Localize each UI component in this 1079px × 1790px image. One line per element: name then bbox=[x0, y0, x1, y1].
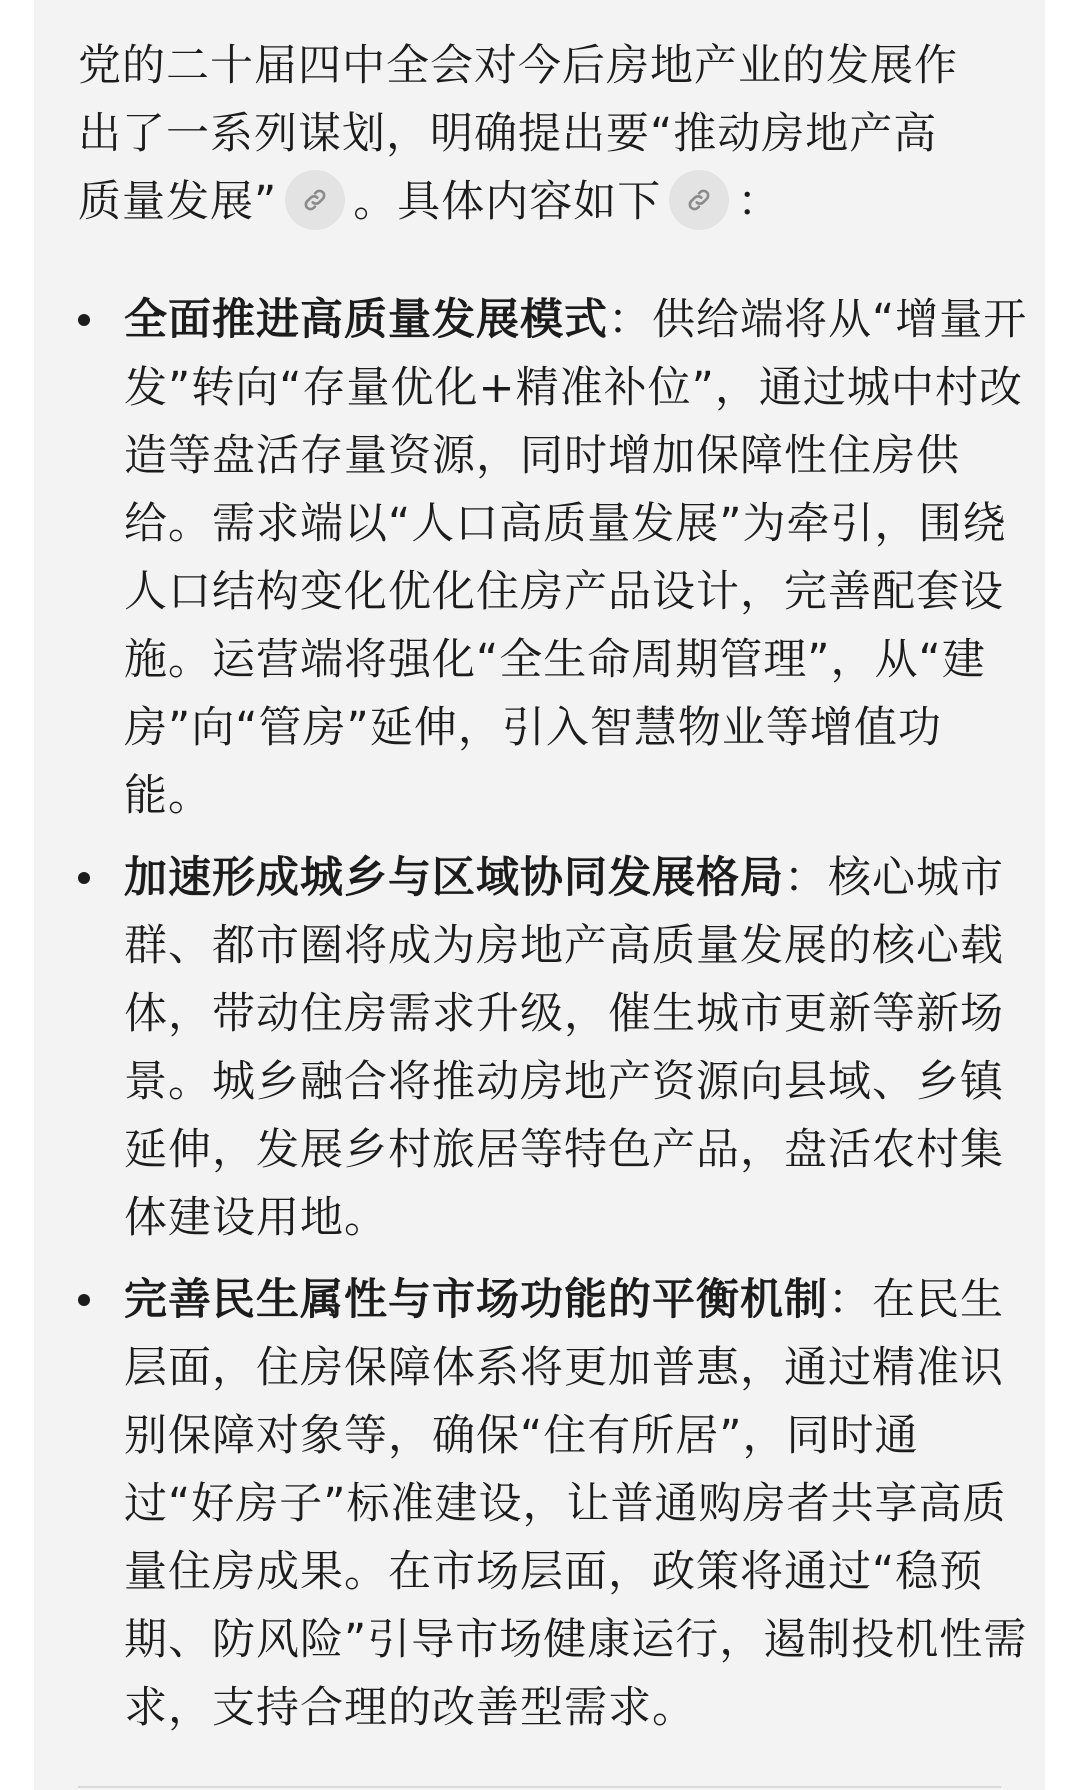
intro-text-2: 。具体内容如下 bbox=[353, 177, 662, 227]
intro-text-1: 党的二十届四中全会对今后房地产业的发展作出了一系列谋划，明确提出要“推动房地产高质量发展” bbox=[78, 41, 958, 227]
link-icon bbox=[301, 186, 329, 214]
bullet-icon bbox=[78, 1294, 90, 1306]
intro-paragraph bbox=[78, 32, 978, 236]
answer-card bbox=[34, 0, 1045, 1790]
list-item-text bbox=[124, 844, 1029, 1252]
link-icon bbox=[685, 186, 713, 214]
bullet-list bbox=[78, 286, 1028, 1756]
bullet-icon bbox=[78, 872, 90, 884]
citation-button-2[interactable] bbox=[669, 170, 729, 230]
list-item bbox=[78, 286, 1028, 830]
list-item-body: ：在民生层面，住房保障体系将更加普惠，通过精准识别保障对象等，确保“住有所居”，同时通过“好房子”标准建设，让普通购房者共享高质量住房成果。在市场层面，政策将通过“稳预期、防风险”引导市场健康运行，遏制投机性需求，支持合理的改善型需求。 bbox=[124, 1275, 1028, 1733]
list-item bbox=[78, 1266, 1028, 1742]
list-item-heading: 加速形成城乡与区域协同发展格局 bbox=[124, 853, 784, 903]
list-item bbox=[78, 844, 1028, 1252]
bullet-icon bbox=[78, 314, 90, 326]
list-item-text bbox=[124, 1266, 1029, 1742]
list-item-heading: 全面推进高质量发展模式 bbox=[124, 295, 608, 345]
list-item-heading: 完善民生属性与市场功能的平衡机制 bbox=[124, 1275, 828, 1325]
list-item-text bbox=[124, 286, 1029, 830]
divider bbox=[78, 1786, 1001, 1788]
list-item-body: ：核心城市群、都市圈将成为房地产高质量发展的核心载体，带动住房需求升级，催生城市更新等新场景。城乡融合将推动房地产资源向县域、乡镇延伸，发展乡村旅居等特色产品，盘活农村集体建设用地。 bbox=[124, 853, 1004, 1243]
intro-text-3: ： bbox=[737, 177, 782, 227]
list-item-body: ：供给端将从“增量开发”转向“存量优化+精准补位”，通过城中村改造等盘活存量资源，同时增加保障性住房供给。需求端以“人口高质量发展”为牵引，围绕人口结构变化优化住房产品设计，完善配套设施。运营端将强化“全生命周期管理”，从“建房”向“管房”延伸，引入智慧物业等增值功能。 bbox=[124, 295, 1028, 821]
citation-button-1[interactable] bbox=[285, 170, 345, 230]
